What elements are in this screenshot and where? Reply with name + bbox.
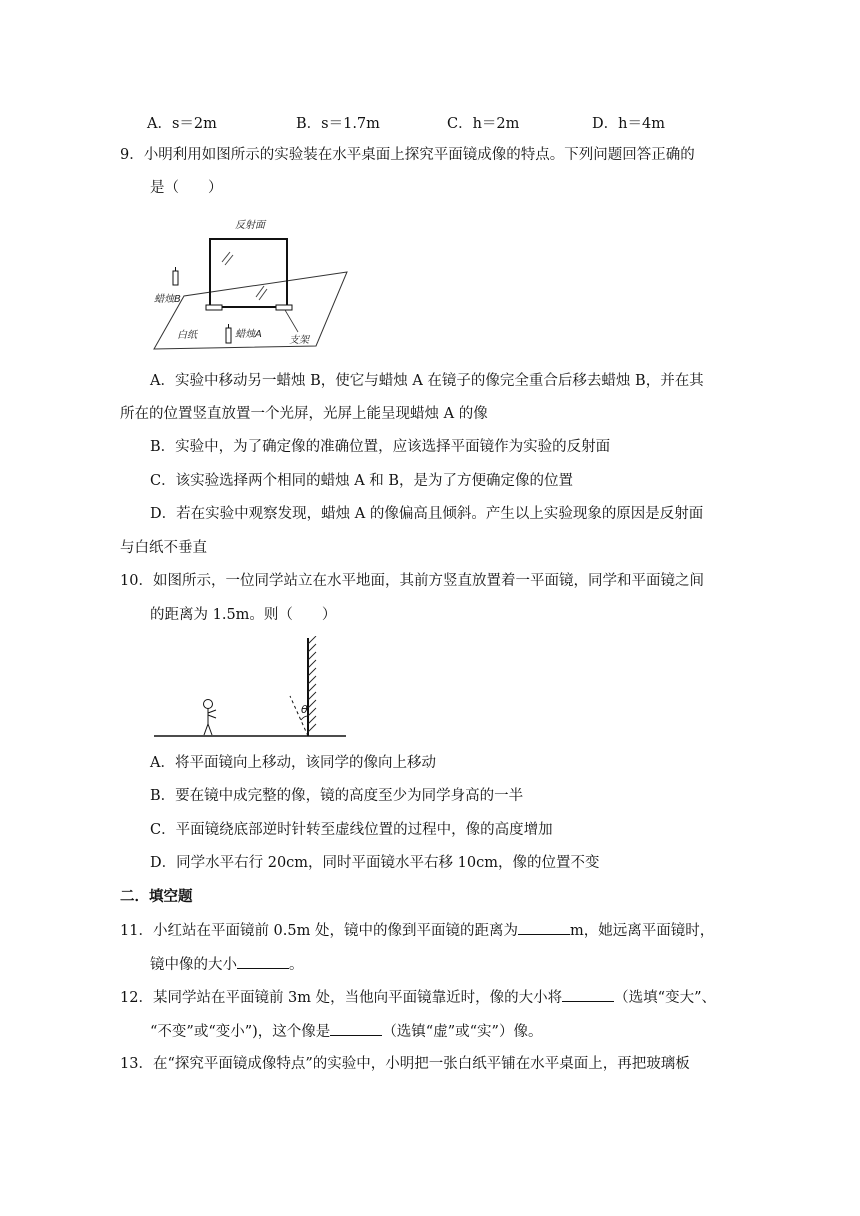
stand-left: [206, 305, 222, 310]
q8-option-b: B．s＝1.7m: [296, 116, 380, 132]
q9-option-d-line2: 与白纸不垂直: [120, 540, 207, 556]
stand-right: [276, 305, 292, 310]
label-stand: 支架: [289, 335, 309, 346]
angle-theta: θ: [301, 703, 308, 716]
q11-text4: 。: [289, 957, 304, 973]
rotated-mirror-dashed: [290, 696, 308, 736]
q9-figure: [140, 212, 355, 357]
q12-text3: “不变”或“变小”)，这个像是: [150, 1024, 331, 1040]
section-title: 二．填空题: [120, 889, 193, 905]
q10-option-b: B．要在镜中成完整的像，镜的高度至少为同学身高的一半: [150, 788, 524, 804]
q10-option-a: A．将平面镜向上移动，该同学的像向上移动: [150, 755, 436, 771]
q10-option-d: D．同学水平右行 20cm，同时平面镜水平右移 10cm，像的位置不变: [150, 855, 600, 871]
q9-option-c: C．该实验选择两个相同的蜡烛 A 和 B，是为了方便确定像的位置: [150, 473, 574, 489]
q12-blank1[interactable]: [562, 987, 614, 1002]
stick-figure: [204, 700, 217, 736]
q10-figure: [150, 636, 350, 744]
q9-stem-line1: 9．小明利用如图所示的实验装在水平桌面上探究平面镜成像的特点。下列问题回答正确的: [120, 147, 695, 163]
q11-text2: m，她远离平面镜时，: [569, 923, 715, 939]
q10-stem-line1: 10．如图所示，一位同学站立在水平地面，其前方竖直放置着一平面镜，同学和平面镜之间: [120, 573, 704, 589]
q10-stem-line2: 的距离为 1.5m。则（ ）: [150, 607, 337, 623]
q8-option-c: C．h＝2m: [447, 116, 520, 132]
q11-text3: 镜中像的大小: [150, 957, 237, 973]
candle-a: [226, 328, 231, 343]
q13-line1: 13．在“探究平面镜成像特点”的实验中，小明把一张白纸平铺在水平桌面上，再把玻璃板: [120, 1056, 690, 1072]
q9-stem-line2: 是（ ）: [150, 180, 223, 196]
q9-option-d-line1: D．若在实验中观察发现，蜡烛 A 的像偏高且倾斜。产生以上实验现象的原因是反射面: [150, 506, 704, 522]
q8-option-d: D．h＝4m: [592, 116, 665, 132]
q12-text4: （选镇“虚”或“实”）像。: [382, 1024, 543, 1040]
q11-blank1[interactable]: [518, 920, 570, 935]
label-candle-a: 蜡烛A: [235, 329, 262, 340]
q12-text2: （选填“变大”、: [614, 990, 716, 1006]
q9-option-a-line2: 所在的位置竖直放置一个光屏，光屏上能呈现蜡烛 A 的像: [120, 406, 488, 422]
candle-b: [173, 271, 178, 285]
q11-line1: [120, 920, 714, 941]
q12-text1: 12．某同学站在平面镜前 3m 处，当他向平面镜靠近时，像的大小将: [120, 990, 563, 1006]
q10-option-c: C．平面镜绕底部逆时针转至虚线位置的过程中，像的高度增加: [150, 822, 553, 838]
q9-option-a-line1: A．实验中移动另一蜡烛 B，使它与蜡烛 A 在镜子的像完全重合后移去蜡烛 B，并在其: [150, 373, 704, 389]
label-paper: 白纸: [177, 330, 197, 341]
mirror-frame: [210, 239, 287, 307]
q8-option-a: A．s＝2m: [147, 116, 217, 132]
q12-blank2[interactable]: [330, 1021, 382, 1036]
q11-line2: [150, 954, 304, 975]
q9-option-b: B．实验中，为了确定像的准确位置，应该选择平面镜作为实验的反射面: [150, 439, 611, 455]
label-candle-b: 蜡烛B: [154, 294, 181, 305]
q11-text1: 11．小红站在平面镜前 0.5m 处，镜中的像到平面镜的距离为: [120, 923, 518, 939]
q12-line2: [150, 1021, 542, 1042]
label-reflect: 反射面: [235, 220, 265, 231]
q11-blank2[interactable]: [237, 954, 289, 969]
q12-line1: [120, 987, 716, 1008]
